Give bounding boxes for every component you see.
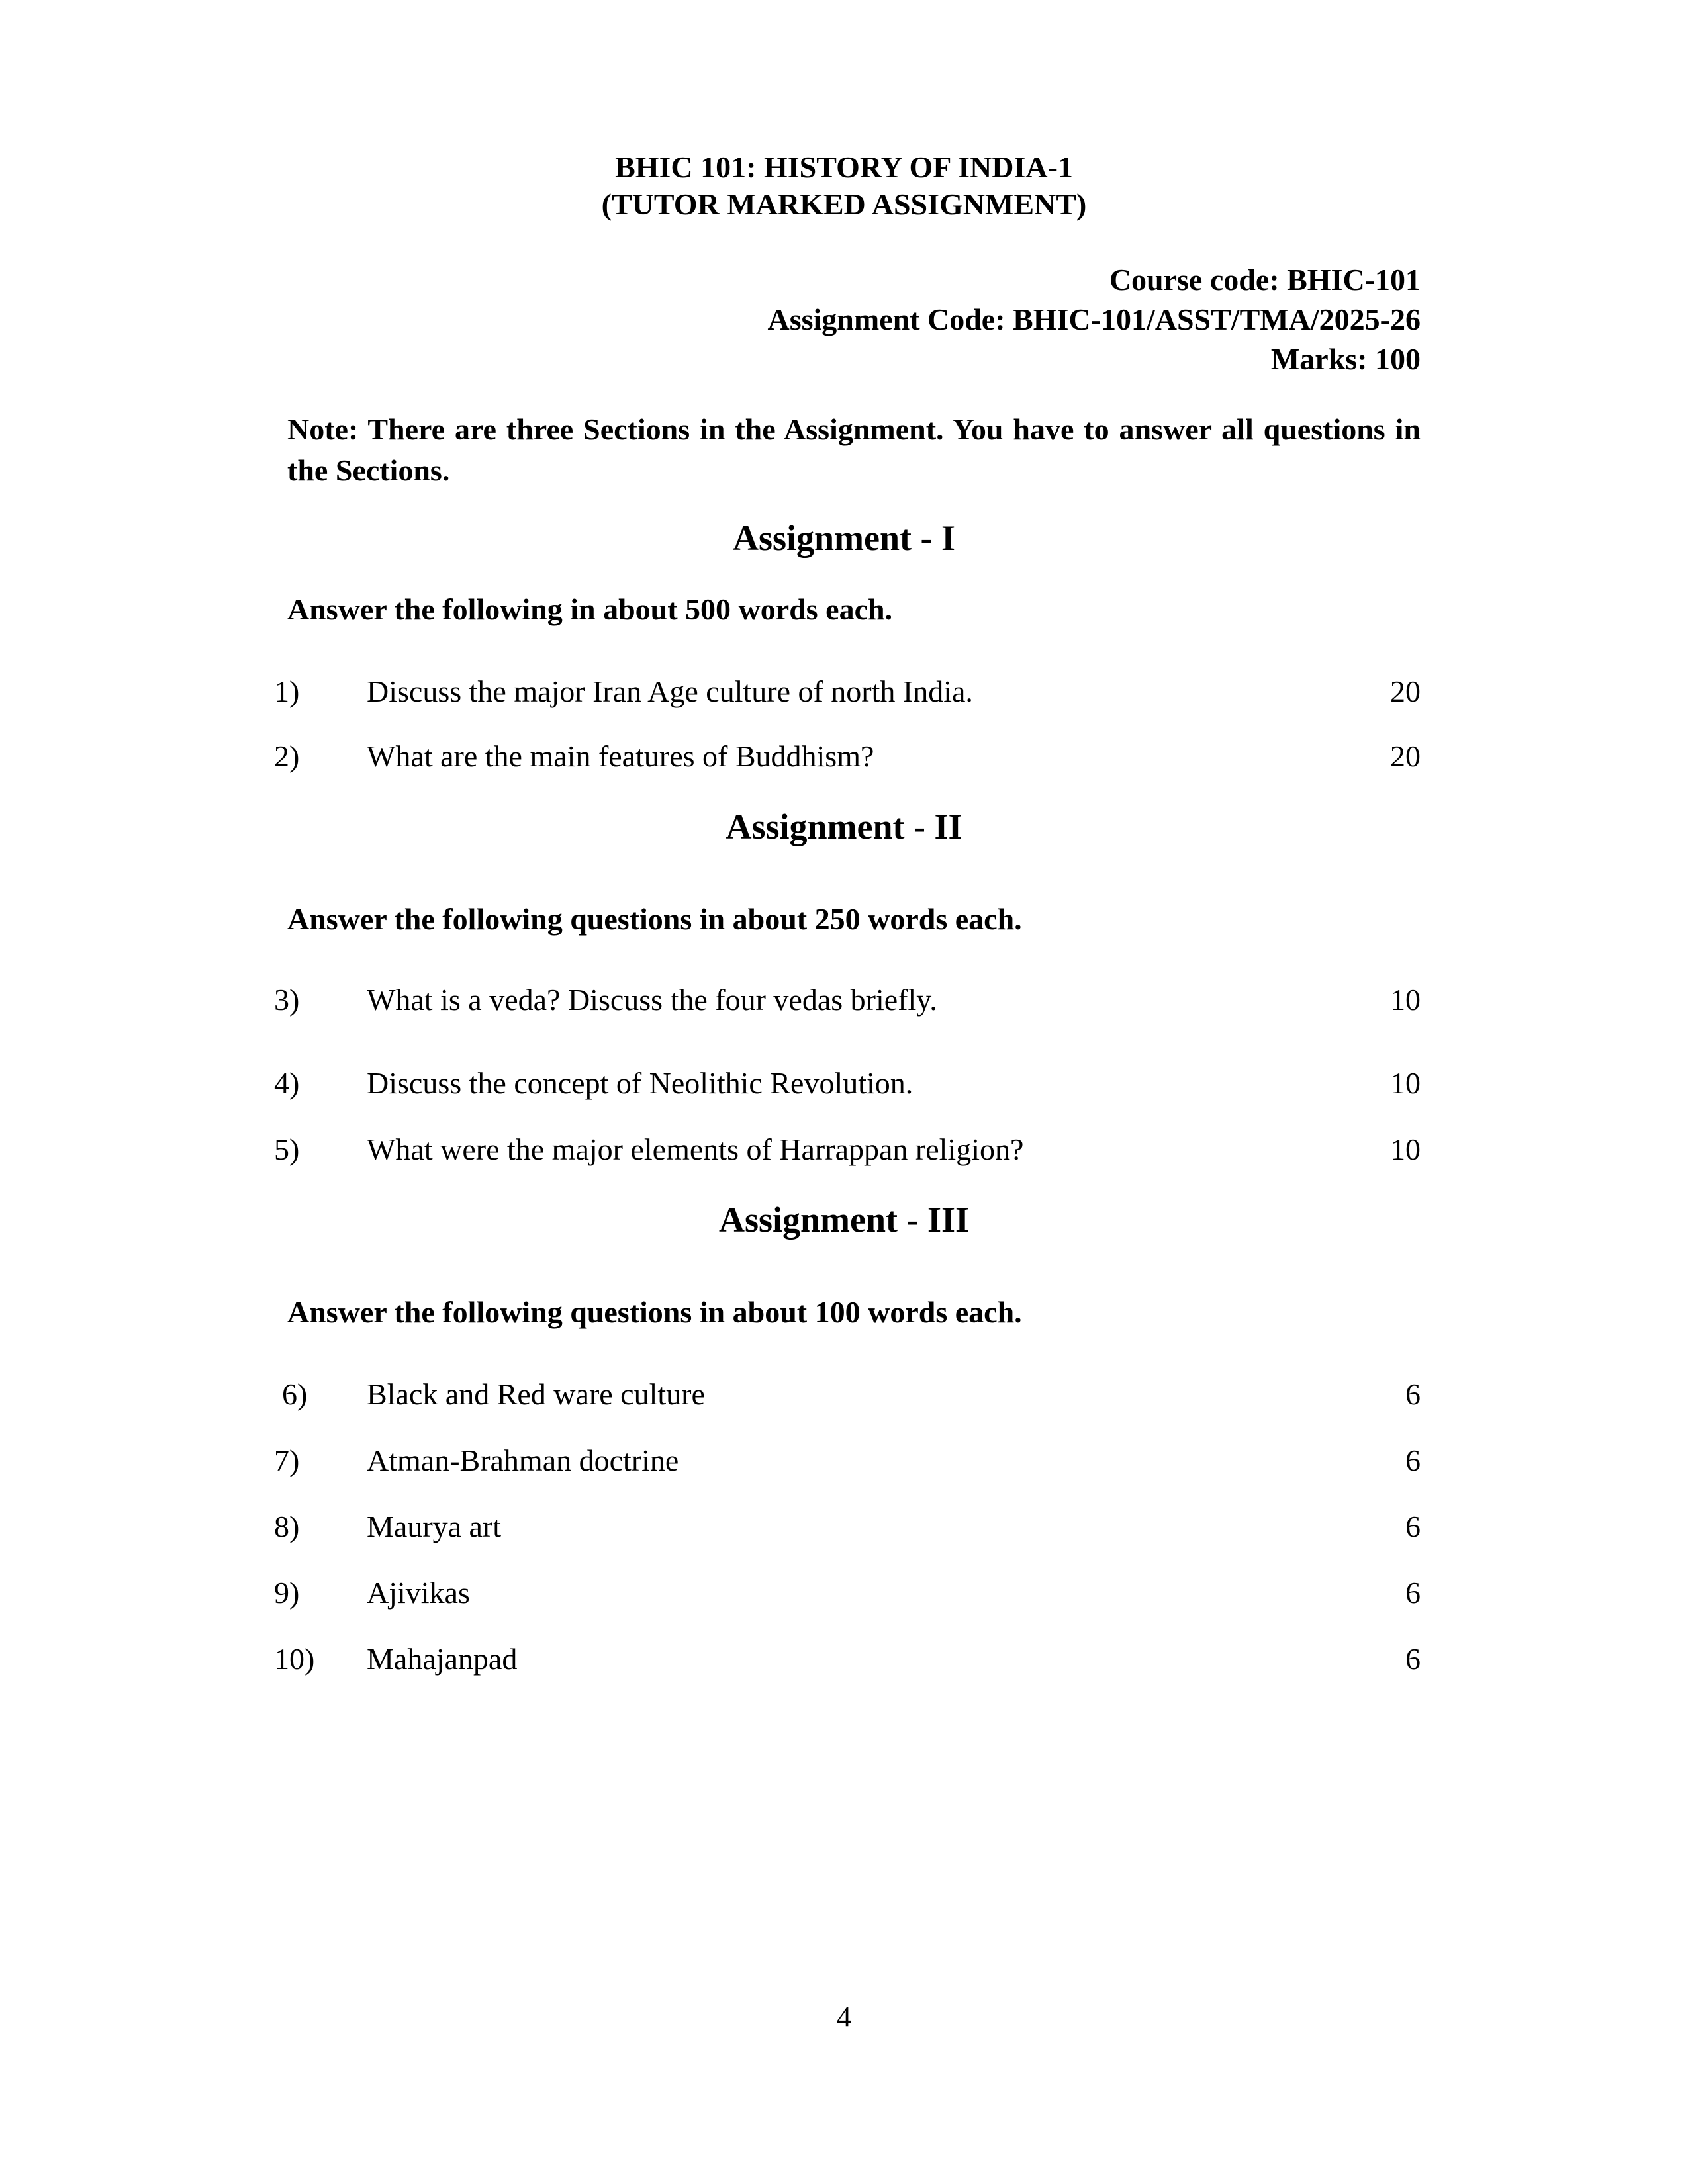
question-number: 6) — [282, 1377, 308, 1411]
question-number: 4) — [274, 1066, 300, 1100]
document-subtitle: (TUTOR MARKED ASSIGNMENT) — [601, 187, 1087, 221]
question-text: Black and Red ware culture — [367, 1377, 705, 1411]
total-marks: Marks: 100 — [1270, 342, 1421, 376]
question-number: 7) — [274, 1443, 300, 1477]
assignment-code: Assignment Code: BHIC-101/ASST/TMA/2025-26 — [767, 302, 1421, 336]
question-text: Maurya art — [367, 1510, 502, 1543]
question-marks: 20 — [1390, 674, 1421, 708]
question-marks: 10 — [1390, 1132, 1421, 1166]
question-marks: 6 — [1405, 1443, 1421, 1477]
question-number: 8) — [274, 1510, 300, 1543]
question-number: 9) — [274, 1576, 300, 1610]
assignment-note: Note: There are three Sections in the Assignment. You have to answer all questions in the Sections. — [287, 412, 1421, 487]
question-text: Discuss the concept of Neolithic Revolution. — [367, 1066, 914, 1100]
question-text: Mahajanpad — [367, 1642, 518, 1676]
section-heading-2: Assignment - II — [726, 807, 962, 846]
section-heading-3: Assignment - III — [718, 1200, 970, 1240]
question-text: What are the main features of Buddhism? — [367, 739, 874, 773]
question-text: Atman-Brahman doctrine — [367, 1443, 679, 1477]
question-number: 1) — [274, 674, 300, 708]
question-marks: 20 — [1390, 739, 1421, 773]
question-marks: 10 — [1390, 983, 1421, 1017]
question-marks: 6 — [1405, 1377, 1421, 1411]
section-instruction-2: Answer the following questions in about 250 words each. — [287, 902, 1022, 936]
question-marks: 10 — [1390, 1066, 1421, 1100]
section-instruction-1: Answer the following in about 500 words each. — [287, 592, 893, 626]
section-heading-1: Assignment - I — [732, 518, 956, 558]
question-text: What is a veda? Discuss the four vedas briefly. — [367, 983, 937, 1017]
document-title: BHIC 101: HISTORY OF INDIA-1 — [615, 150, 1073, 184]
question-marks: 6 — [1405, 1510, 1421, 1543]
section-instruction-3: Answer the following questions in about 100 words each. — [287, 1295, 1022, 1329]
question-text: Discuss the major Iran Age culture of north India. — [367, 674, 973, 708]
question-marks: 6 — [1405, 1642, 1421, 1676]
question-number: 5) — [274, 1132, 300, 1166]
question-text: Ajivikas — [367, 1576, 470, 1610]
question-number: 10) — [274, 1642, 315, 1676]
question-number: 2) — [274, 739, 300, 773]
question-number: 3) — [274, 983, 300, 1017]
page-number: 4 — [837, 2001, 851, 2033]
course-code: Course code: BHIC-101 — [1109, 263, 1421, 296]
question-marks: 6 — [1405, 1576, 1421, 1610]
question-text: What were the major elements of Harrappan religion? — [367, 1132, 1024, 1166]
